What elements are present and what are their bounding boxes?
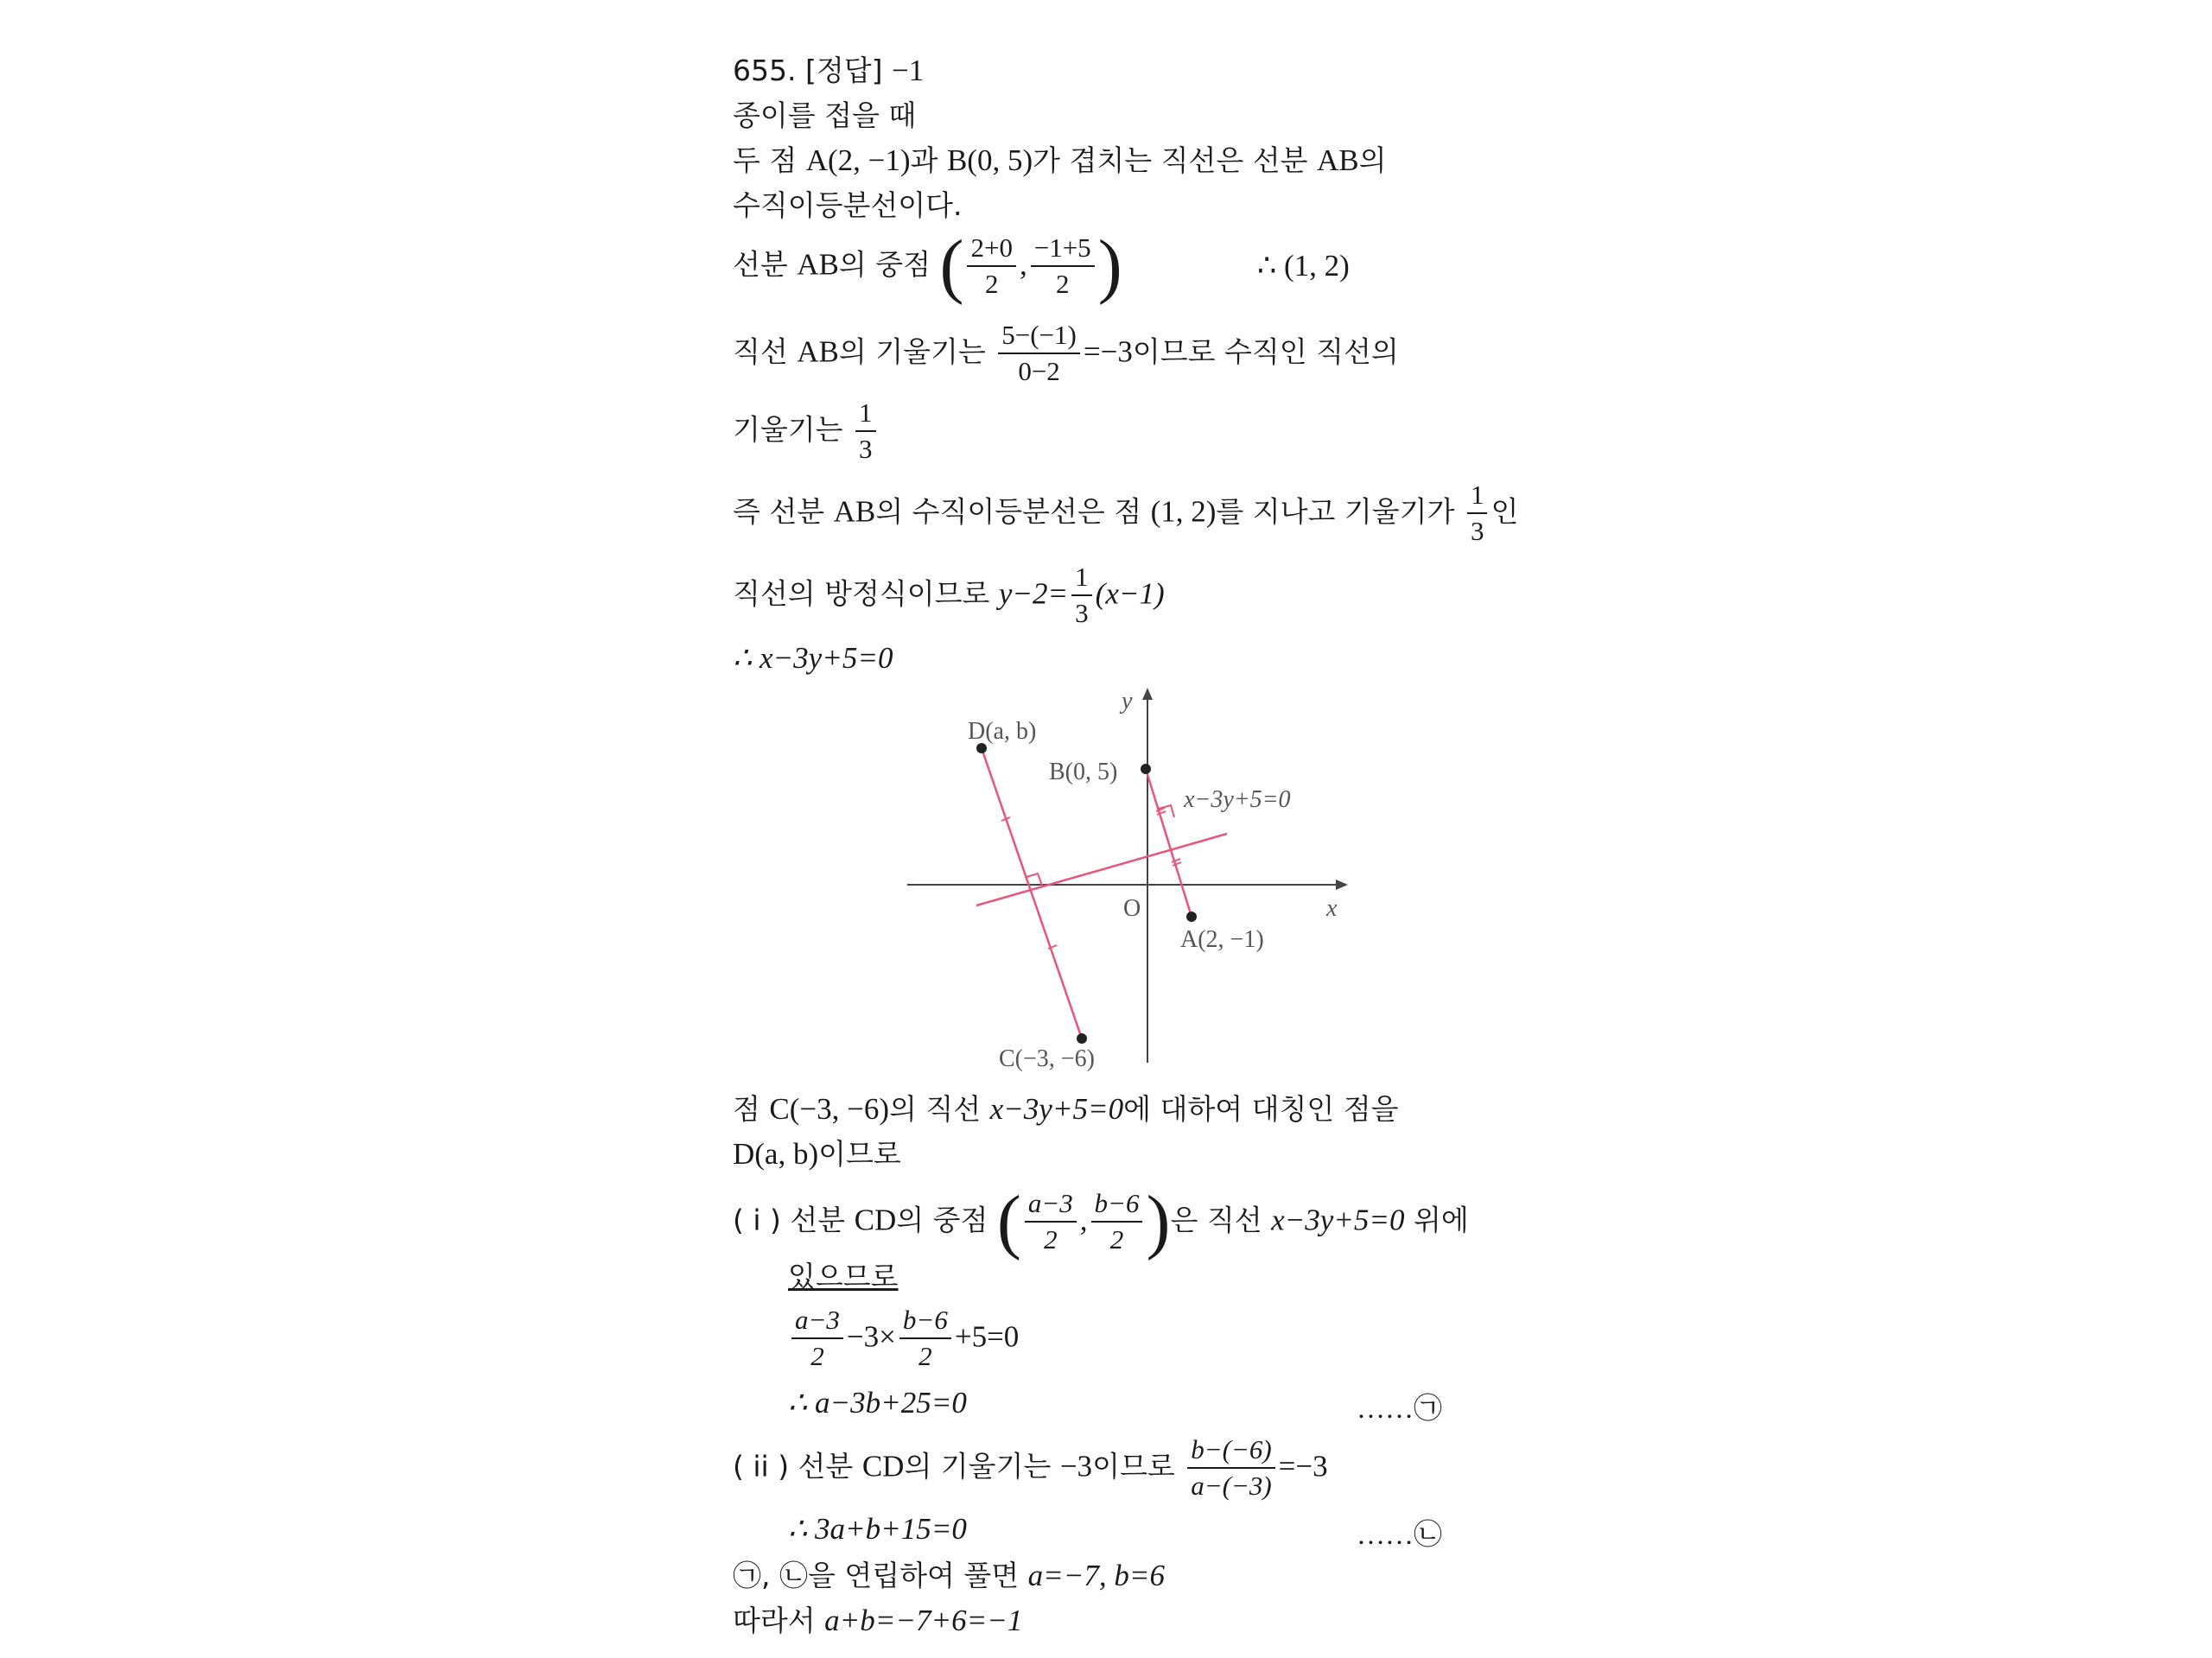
slope-line [733, 320, 1399, 387]
equation-1: ∴ a−3b+25=0 [788, 1386, 967, 1420]
solution: a=−7, b=6 [1027, 1559, 1165, 1592]
text: 의 [1358, 143, 1387, 177]
denominator: 2 [984, 269, 999, 299]
text-line-3: 수직이등분선이다. [733, 188, 963, 222]
slope-value: =−3 [1083, 334, 1133, 369]
segment-ab: AB [797, 247, 839, 282]
numerator: a−3 [791, 1305, 843, 1339]
case-ii-line [733, 1434, 1328, 1502]
fraction [967, 232, 1015, 300]
label-line: x−3y+5=0 [1184, 786, 1291, 813]
math: (x−1) [1095, 576, 1165, 611]
point-c: C(−3, −6) [769, 1092, 890, 1126]
text: 의 수직이등분선은 점 [875, 494, 1151, 529]
marker-2: ……㉡ [1357, 1520, 1442, 1551]
label-b: B(0, 5) [1049, 759, 1118, 785]
point-d: D(a, b) [733, 1137, 819, 1171]
segment-ab: AB [833, 494, 876, 529]
text: 점 [733, 1092, 770, 1126]
case-i-equation [788, 1305, 1019, 1372]
text: ㉠, ㉡을 연립하여 풀면 [733, 1559, 1028, 1592]
numerator: b−(−6) [1187, 1434, 1274, 1469]
fraction [1187, 1434, 1274, 1502]
text: 이므로 수직인 직선의 [1132, 334, 1399, 369]
equation-2: ∴ 3a+b+15=0 [788, 1512, 967, 1546]
text: 기울기는 [733, 412, 853, 447]
text: 즉 선분 [733, 494, 834, 529]
denominator: 2 [810, 1341, 824, 1371]
label-origin: O [1123, 895, 1141, 922]
line-equation-result: ∴ x−3y+5=0 [733, 641, 893, 675]
point-b-dot [1141, 764, 1151, 774]
text: 직선 [733, 334, 798, 369]
text: 의 중점 [896, 1203, 997, 1237]
x-axis-arrow [1336, 880, 1348, 890]
paren-open: ( [996, 1181, 1021, 1261]
paren-open: ( [939, 226, 964, 306]
point-b: B(0, 5) [946, 143, 1033, 177]
text: 이므로 [1092, 1449, 1185, 1483]
header-line [733, 54, 924, 88]
fraction [1031, 232, 1095, 300]
segment-cd: CD [854, 1203, 897, 1237]
answer-tag: [정답] [804, 54, 883, 87]
final-line [733, 1604, 1022, 1638]
point-a: A(2, −1) [805, 143, 911, 177]
perp-slope-line [733, 397, 880, 465]
text: 은 직선 [1170, 1203, 1272, 1237]
math: =−3 [1278, 1449, 1328, 1483]
final-answer: a+b=−7+6=−1 [824, 1604, 1023, 1637]
denominator: 2 [1044, 1224, 1058, 1255]
label-d: D(a, b) [968, 718, 1037, 745]
text: 의 중점 [838, 247, 940, 282]
slope-value: −3 [1059, 1449, 1093, 1483]
label-x-axis: x [1326, 895, 1338, 922]
numerator: b−6 [899, 1305, 951, 1339]
case-i-line [733, 1181, 1469, 1261]
problem-number: 655. [733, 54, 797, 87]
math: +5=0 [954, 1319, 1020, 1354]
text: 를 지나고 기울기가 [1216, 494, 1464, 529]
fraction [899, 1305, 951, 1372]
equation-line [733, 562, 1165, 629]
text: 인 [1491, 494, 1519, 529]
text: 가 겹치는 직선은 선분 [1033, 143, 1317, 177]
denominator: 2 [1055, 269, 1070, 299]
denominator: 2 [918, 1341, 932, 1371]
math: x−3y+5=0 [1271, 1203, 1405, 1237]
numerator: b−6 [1091, 1188, 1143, 1223]
math: x−3y+5=0 [989, 1092, 1124, 1126]
text: 의 기울기는 [904, 1449, 1060, 1483]
fraction [1025, 1188, 1077, 1255]
text: ( i ) 선분 [733, 1203, 855, 1237]
segment-ab: AB [797, 334, 839, 369]
text: 에 대하여 대칭인 점을 [1123, 1092, 1399, 1126]
paren-close: ) [1097, 226, 1122, 306]
denominator: 3 [1470, 516, 1484, 546]
fraction [998, 320, 1080, 387]
label-c: C(−3, −6) [999, 1045, 1095, 1072]
text: 과 [910, 143, 947, 177]
case-i-continued: 있으므로 [788, 1260, 899, 1293]
fraction [1091, 1188, 1143, 1255]
numerator: 2+0 [967, 232, 1015, 267]
segment-cd [982, 748, 1082, 1039]
denominator: 2 [1109, 1224, 1124, 1255]
numerator: 5−(−1) [998, 320, 1080, 354]
denominator: 3 [1075, 598, 1089, 628]
fraction [855, 397, 876, 465]
text: 의 기울기는 [838, 334, 995, 369]
text: 직선의 방정식이므로 [733, 576, 999, 611]
comma: , [1019, 247, 1027, 282]
segment-ab: AB [1316, 143, 1359, 177]
numerator: a−3 [1025, 1188, 1077, 1223]
comma: , [1079, 1203, 1088, 1237]
coordinate-figure [890, 683, 1374, 1080]
paren-close: ) [1146, 1181, 1171, 1261]
denominator: 0−2 [1018, 356, 1060, 386]
denominator: 3 [859, 434, 873, 464]
text-line-2 [733, 143, 1387, 178]
label-a: A(2, −1) [1180, 926, 1264, 953]
point-a-dot [1186, 912, 1197, 922]
text: 이므로 [818, 1137, 901, 1171]
numerator: −1+5 [1031, 232, 1095, 267]
text-line-1: 종이를 접을 때 [733, 98, 917, 132]
text: 의 직선 [889, 1092, 990, 1126]
numerator: 1 [1467, 480, 1488, 514]
marker-1: ……㉠ [1357, 1394, 1442, 1425]
point: (1, 2) [1150, 494, 1217, 529]
bisector-line [733, 480, 1518, 547]
symmetry-line [733, 1092, 1398, 1127]
point-c-dot [1077, 1033, 1087, 1044]
text: 선분 [733, 247, 798, 282]
fraction [791, 1305, 843, 1372]
text: 위에 [1404, 1203, 1469, 1237]
denominator: a−(−3) [1191, 1471, 1272, 1501]
solve-line [733, 1559, 1165, 1593]
answer-value: −1 [892, 54, 925, 87]
fraction [1467, 480, 1488, 547]
text: 따라서 [733, 1604, 825, 1637]
segment-cd: CD [861, 1449, 905, 1483]
y-axis-arrow [1142, 688, 1153, 700]
point-d-line [733, 1137, 901, 1172]
fraction [1071, 562, 1092, 629]
midpoint-result: ∴ (1, 2) [1257, 249, 1350, 283]
math: −3× [846, 1319, 896, 1354]
label-y-axis: y [1122, 688, 1133, 715]
midpoint-line [733, 226, 1122, 306]
math: y−2= [998, 576, 1069, 611]
text: 두 점 [733, 143, 806, 177]
numerator: 1 [1071, 562, 1092, 596]
text: ( ii ) 선분 [733, 1449, 862, 1483]
numerator: 1 [855, 397, 876, 432]
